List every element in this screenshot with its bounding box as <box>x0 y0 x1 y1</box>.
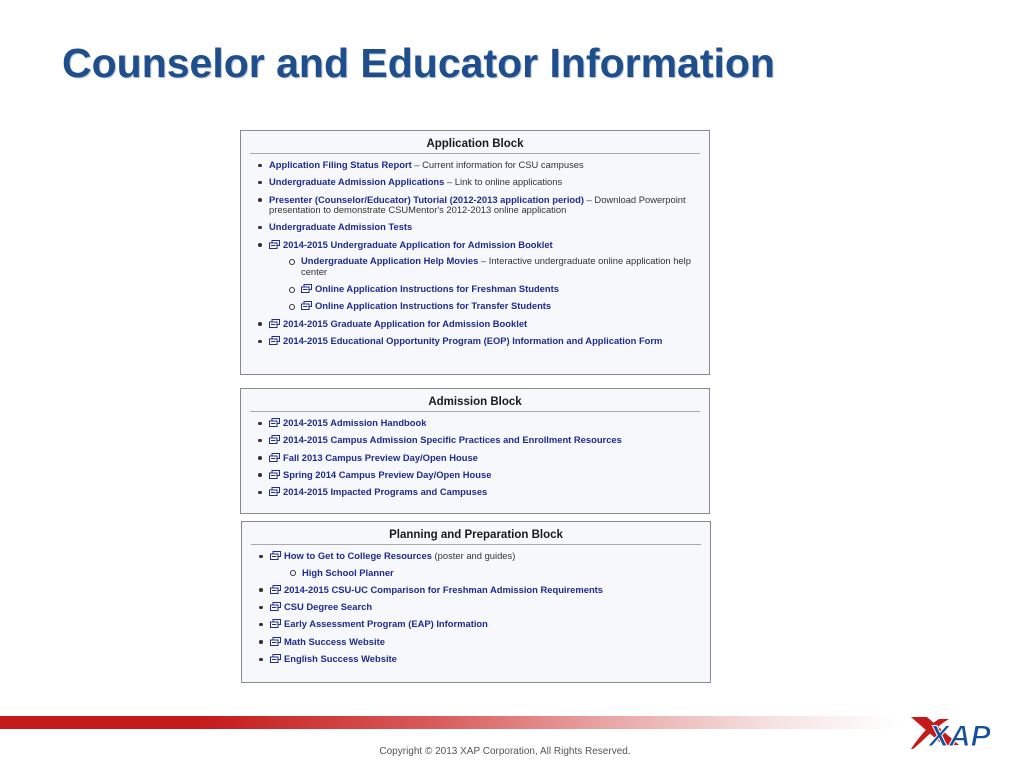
document-link-icon <box>269 453 280 462</box>
document-link-icon <box>270 654 281 663</box>
english-success-link[interactable]: English Success Website <box>284 653 397 664</box>
slide-title: Counselor and Educator Information <box>62 40 775 86</box>
sub-list-item <box>301 301 699 312</box>
document-link-icon <box>269 240 280 249</box>
item-description: – Current information for CSU campuses <box>411 159 584 170</box>
undergraduate-applications-link[interactable]: Undergraduate Admission Applications <box>269 176 445 188</box>
copyright-text: Copyright © 2013 XAP Corporation, All Rights Reserved. <box>379 746 631 757</box>
item-description: – Link to online applications <box>444 176 563 188</box>
list-item <box>269 177 699 188</box>
csu-uc-comparison-link[interactable]: 2014-2015 CSU-UC Comparison for Freshman Admission Requirements <box>284 583 604 595</box>
logo-text: XAP <box>929 720 991 753</box>
degree-search-link[interactable]: CSU Degree Search <box>284 601 373 613</box>
application-block <box>240 130 710 375</box>
application-block-title: Application Block <box>250 131 700 154</box>
list-item <box>270 619 700 630</box>
item-description: (poster and guides) <box>431 550 516 561</box>
sub-list-item <box>301 284 699 295</box>
math-success-link[interactable]: Math Success Website <box>284 635 385 647</box>
admission-tests-link[interactable]: Undergraduate Admission Tests <box>269 221 413 233</box>
list-item <box>269 195 699 216</box>
eap-information-link[interactable]: Early Assessment Program (EAP) Information <box>284 618 488 630</box>
document-link-icon <box>270 602 281 611</box>
document-link-icon <box>301 284 312 293</box>
college-resources-link[interactable]: How to Get to College Resources <box>284 550 432 561</box>
sub-list-item <box>301 256 699 277</box>
document-link-icon <box>270 619 281 628</box>
transfer-instructions-link[interactable]: Online Application Instructions for Transfer Students <box>315 300 552 312</box>
list-item <box>269 222 699 233</box>
document-link-icon <box>269 487 280 496</box>
help-movies-link[interactable]: Undergraduate Application Help Movies <box>301 255 479 267</box>
document-link-icon <box>270 585 281 594</box>
list-item <box>269 435 699 446</box>
undergrad-application-booklet-link[interactable]: 2014-2015 Undergraduate Application for Admission Booklet <box>283 238 553 250</box>
document-link-icon <box>269 435 280 444</box>
document-link-icon <box>301 301 312 310</box>
footer-gradient-bar <box>0 716 900 729</box>
freshman-instructions-link[interactable]: Online Application Instructions for Freshman Students <box>315 283 559 295</box>
list-item <box>270 654 700 665</box>
admission-handbook-link[interactable]: 2014-2015 Admission Handbook <box>283 417 427 428</box>
list-item <box>269 418 699 429</box>
list-item <box>269 240 699 312</box>
list-item <box>270 551 700 578</box>
high-school-planner-link[interactable]: High School Planner <box>302 566 394 578</box>
list-item <box>270 585 700 596</box>
impacted-programs-link[interactable]: 2014-2015 Impacted Programs and Campuses <box>283 486 488 498</box>
list-item <box>269 487 699 498</box>
document-link-icon <box>269 470 280 479</box>
list-item <box>270 602 700 613</box>
admission-block-title: Admission Block <box>250 389 700 412</box>
admission-block <box>240 388 710 514</box>
spring-preview-day-link[interactable]: Spring 2014 Campus Preview Day/Open House <box>283 468 492 480</box>
document-link-icon <box>269 336 280 345</box>
list-item <box>269 160 699 171</box>
document-link-icon <box>270 551 281 560</box>
sub-list-item <box>302 568 700 579</box>
document-link-icon <box>269 319 280 328</box>
planning-block-title: Planning and Preparation Block <box>251 522 701 545</box>
fall-preview-day-link[interactable]: Fall 2013 Campus Preview Day/Open House <box>283 451 478 463</box>
item-description: – Interactive undergraduate online application help center <box>301 255 691 277</box>
graduate-application-booklet-link[interactable]: 2014-2015 Graduate Application for Admission Booklet <box>283 317 528 329</box>
eop-information-link[interactable]: 2014-2015 Educational Opportunity Program (EOP) Information and Application Form <box>283 335 663 347</box>
document-link-icon <box>269 418 280 427</box>
item-description: – Download Powerpoint presentation to demonstrate CSUMentor's 2012-2013 online application <box>269 193 686 216</box>
document-link-icon <box>270 637 281 646</box>
presenter-tutorial-link[interactable]: Presenter (Counselor/Educator) Tutorial (2012-2013 application period) <box>269 193 584 205</box>
list-item <box>269 453 699 464</box>
list-item <box>270 637 700 648</box>
planning-block <box>241 521 711 683</box>
list-item <box>269 336 699 347</box>
list-item <box>269 319 699 330</box>
application-filing-status-link[interactable]: Application Filing Status Report <box>269 159 412 170</box>
campus-specific-practices-link[interactable]: 2014-2015 Campus Admission Specific Practices and Enrollment Resources <box>283 434 622 446</box>
list-item <box>269 470 699 481</box>
